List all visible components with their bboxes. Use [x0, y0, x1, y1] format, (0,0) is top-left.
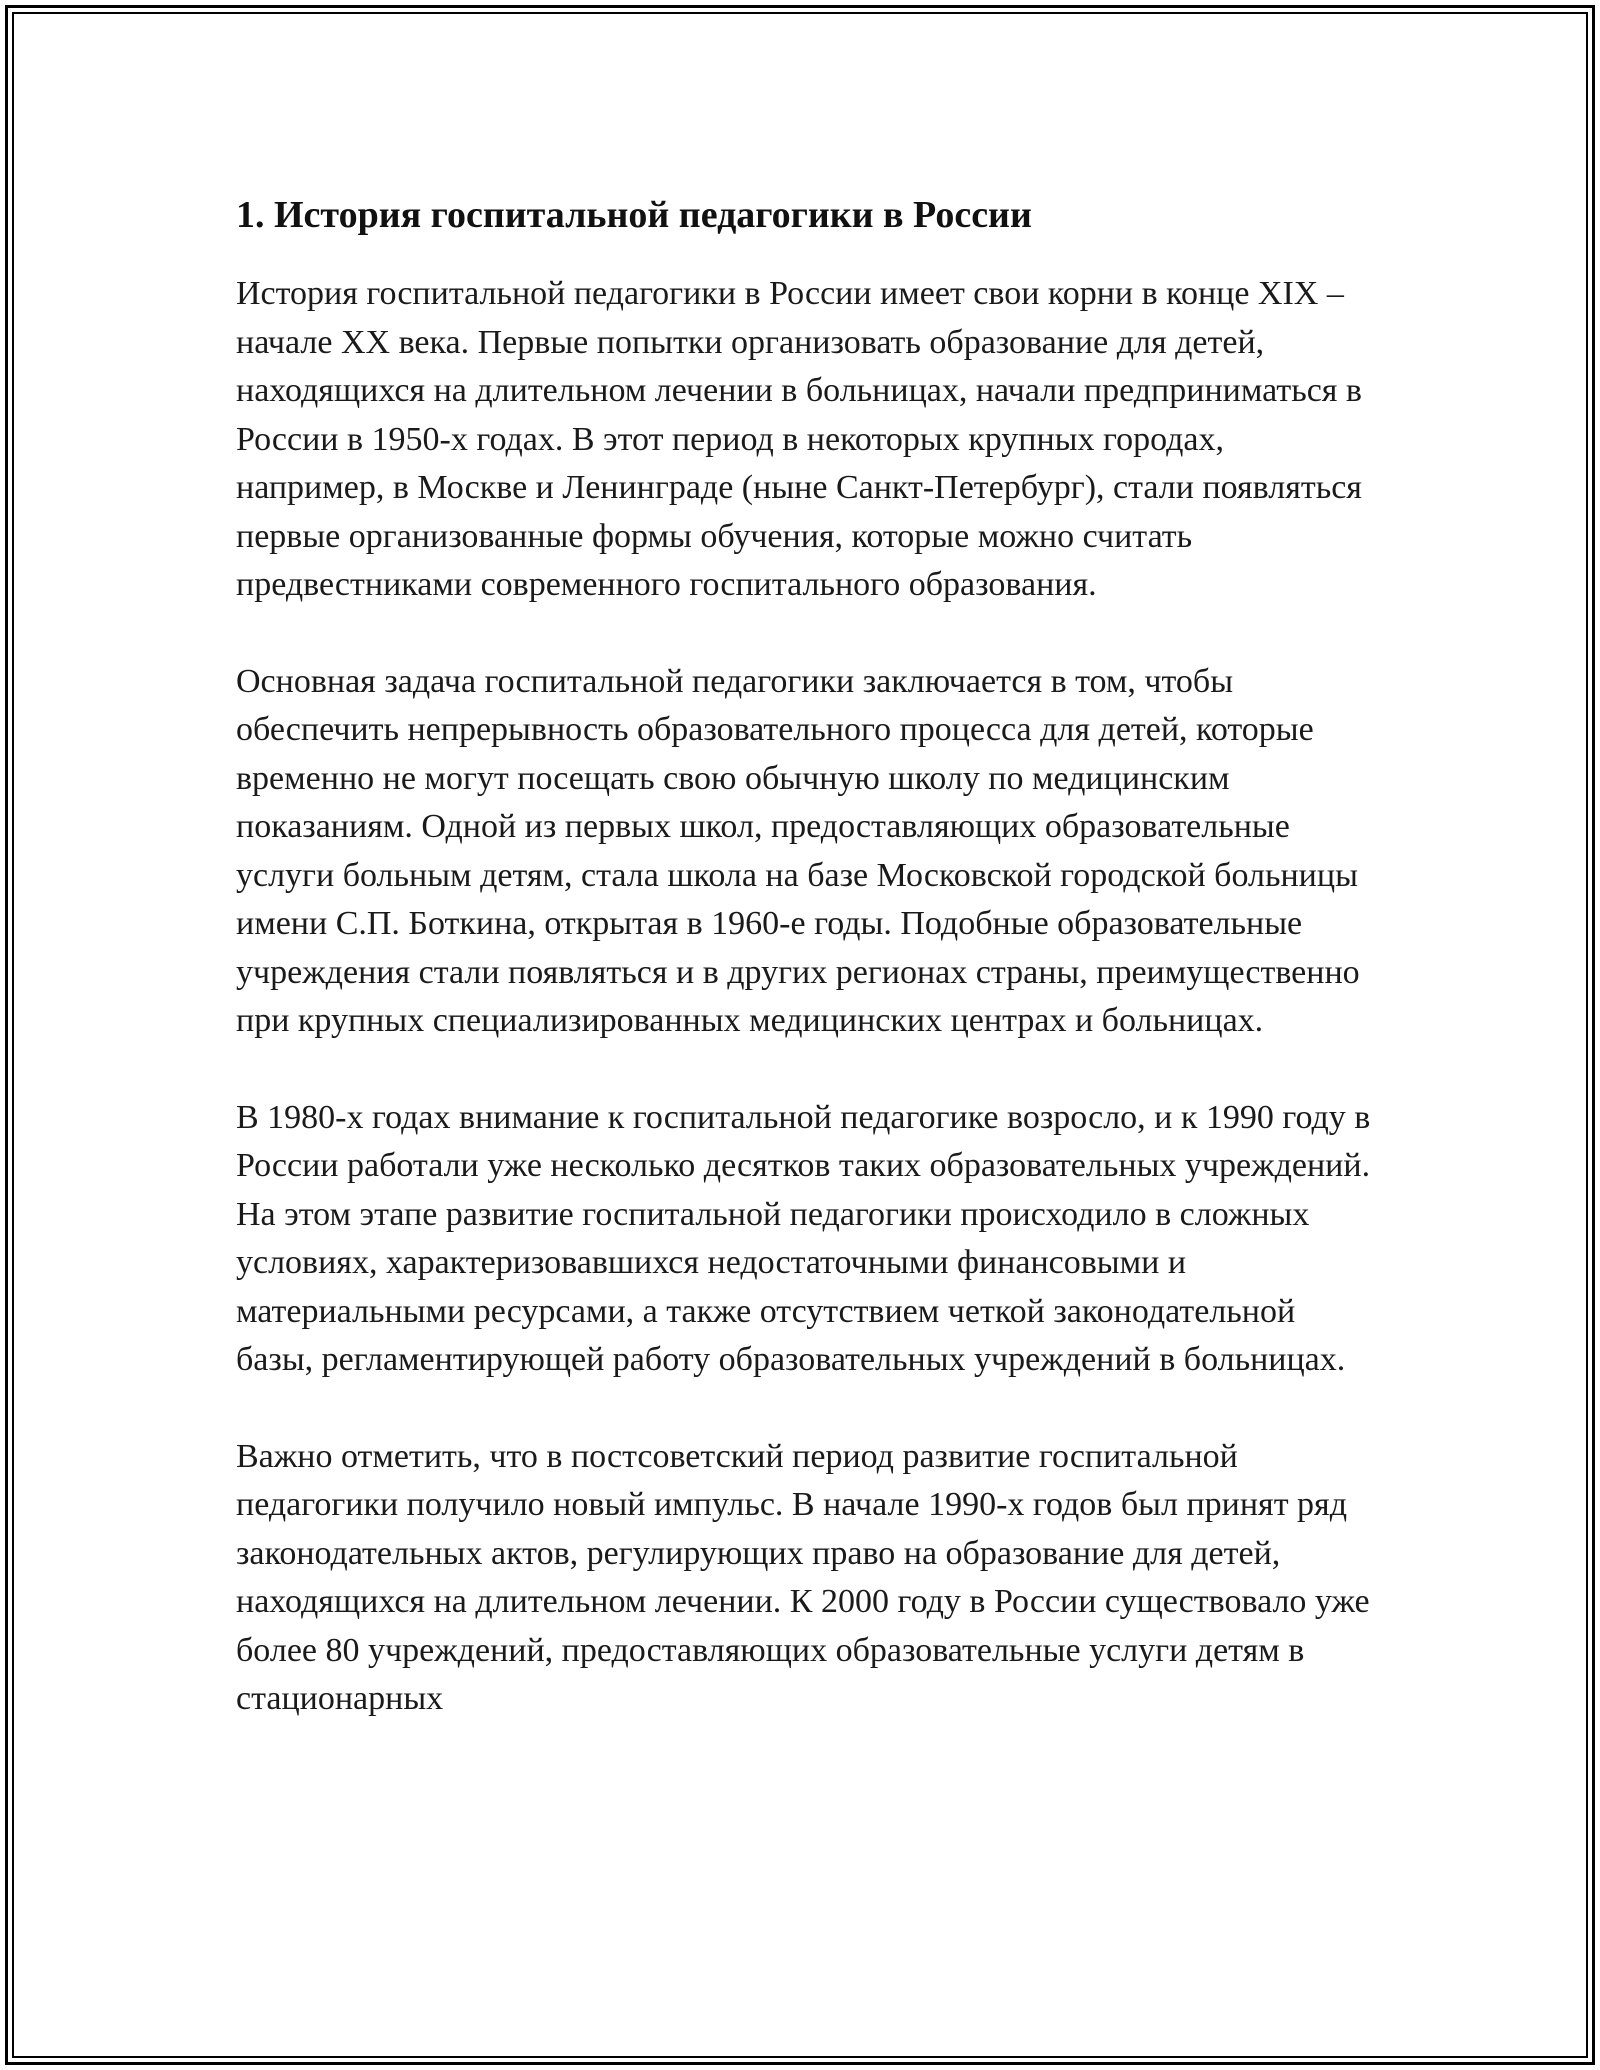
paragraph-2: Основная задача госпитальной педагогики заключается в том, чтобы обеспечить непрерывность образовательного процесса для детей, которые временно не могут посещать свою обычную школу по медицинским показаниям. Одной из первых школ, предоставляющих образовательные услуги больным детям, стала школа на базе Московской городской больницы имени С.П. Боткина, открытая в 1960-е годы. Подобные образовательные учреждения стали появляться и в других регионах страны, преимущественно при крупных специализированных медицинских центрах и больницах. — [236, 662, 1360, 1039]
section-heading: 1. История госпитальной педагогики в России — [236, 194, 1032, 236]
paragraph-3: В 1980-х годах внимание к госпитальной педагогике возросло, и к 1990 году в России работали уже несколько десятков таких образовательных учреждений. На этом этапе развитие госпитальной педагогики происходило в сложных условиях, характеризовавшихся недостаточными финансовыми и материальными ресурсами, а также отсутствием четкой законодательной базы, регламентирующей работу образовательных учреждений в больницах. — [236, 1098, 1371, 1378]
paragraph-4: Важно отметить, что в постсоветский период развитие госпитальной педагогики получило новый импульс. В начале 1990-х годов был принят ряд законодательных актов, регулирующих право на образование для детей, находящихся на длительном лечении. К 2000 году в России существовало уже более 80 учреждений, предоставляющих образовательные услуги детям в стационарных — [236, 1437, 1370, 1717]
document-body — [236, 190, 1376, 1772]
paragraph-1: История госпитальной педагогики в России имеет свои корни в конце XIX – начале XX века. Первые попытки организовать образование для детей, находящихся на длительном лечении в больницах, начали предприниматься в России в 1950-х годах. В этот период в некоторых крупных городах, например, в Москве и Ленинграде (ныне Санкт-Петербург), стали появляться первые организованные формы обучения, которые можно считать предвестниками современного госпитального образования. — [236, 275, 1362, 603]
